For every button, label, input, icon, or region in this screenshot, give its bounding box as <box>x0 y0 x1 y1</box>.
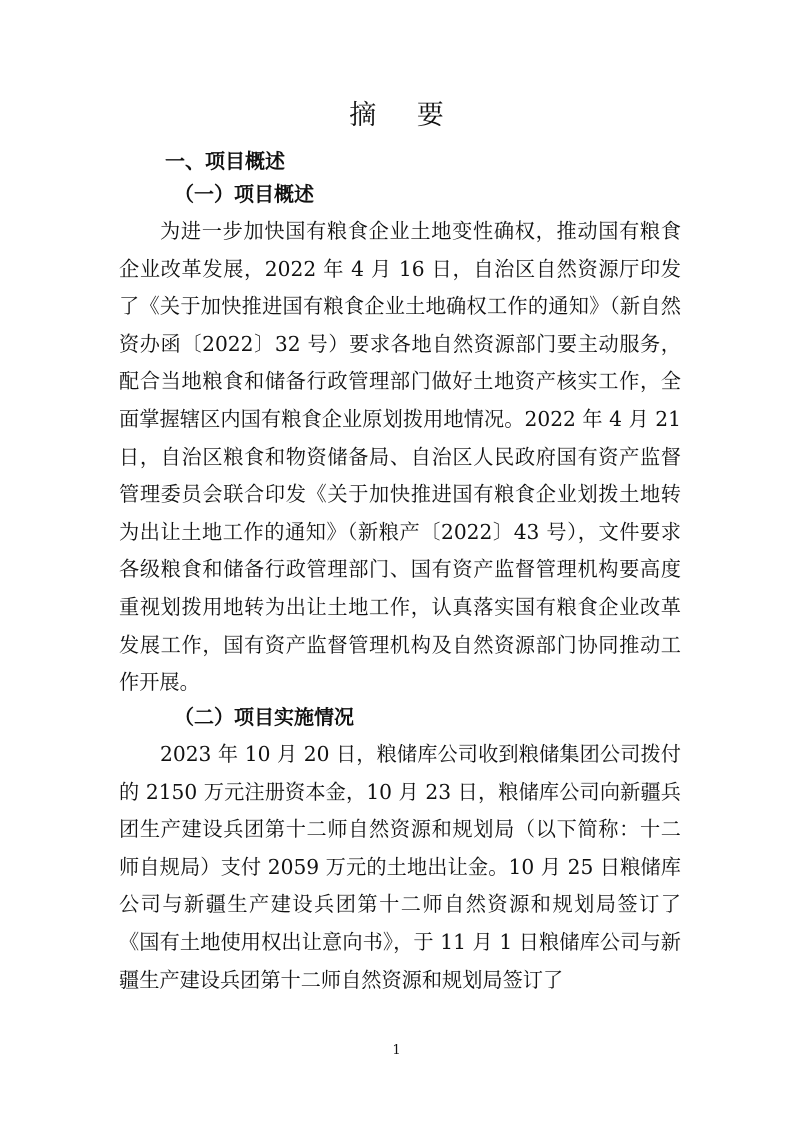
section-heading-project-overview: 一、项目概述 <box>165 149 285 173</box>
paragraph-project-overview: 为进一步加快国有粮食企业土地变性确权，推动国有粮食企业改革发展，2022 年 4 月 16 日，自治区自然资源厅印发了《关于加快推进国有粮食企业土地确权工作的通知》（新自然资办函〔2022〕32 号）要求各地自然资源部门要主动服务，配合当地粮食和储备行政管理部门做好土地资产核实工作，全面掌握辖区内国有粮食企业原划拨用地情况。2022 年 4 月 21 日，自治区粮食和物资储备局、自治区人民政府国有资产监督管理委员会联合印发《关于加快推进国有粮食企业划拨土地转为出让土地工作的通知》（新粮产〔2022〕43 号），文件要求各级粮食和储备行政管理部门、国有资产监督管理机构要高度重视划拨用地转为出让土地工作，认真落实国有粮食企业改革发展工作，国有资产监督管理机构及自然资源部门协同推动工作开展。 <box>119 219 681 695</box>
page-number: 1 <box>392 1043 401 1058</box>
document-title: 摘 要 <box>349 100 460 131</box>
subsection-heading-project-overview: （一）项目概述 <box>174 182 314 206</box>
subsection-heading-implementation: （二）项目实施情况 <box>174 705 354 729</box>
paragraph-implementation: 2023 年 10 月 20 日，粮储库公司收到粮储集团公司拨付的 2150 万元注册资本金，10 月 23 日，粮储库公司向新疆兵团生产建设兵团第十二师自然资源和规划局（以下简称：十二师自规局）支付 2059 万元的土地出让金。10 月 25 日粮储库公司与新疆生产建设兵团第十二师自然资源和规划局签订了《国有土地使用权出让意向书》，于 11 月 1 日粮储库公司与新疆生产建设兵团第十二师自然资源和规划局签订了 <box>119 742 681 992</box>
